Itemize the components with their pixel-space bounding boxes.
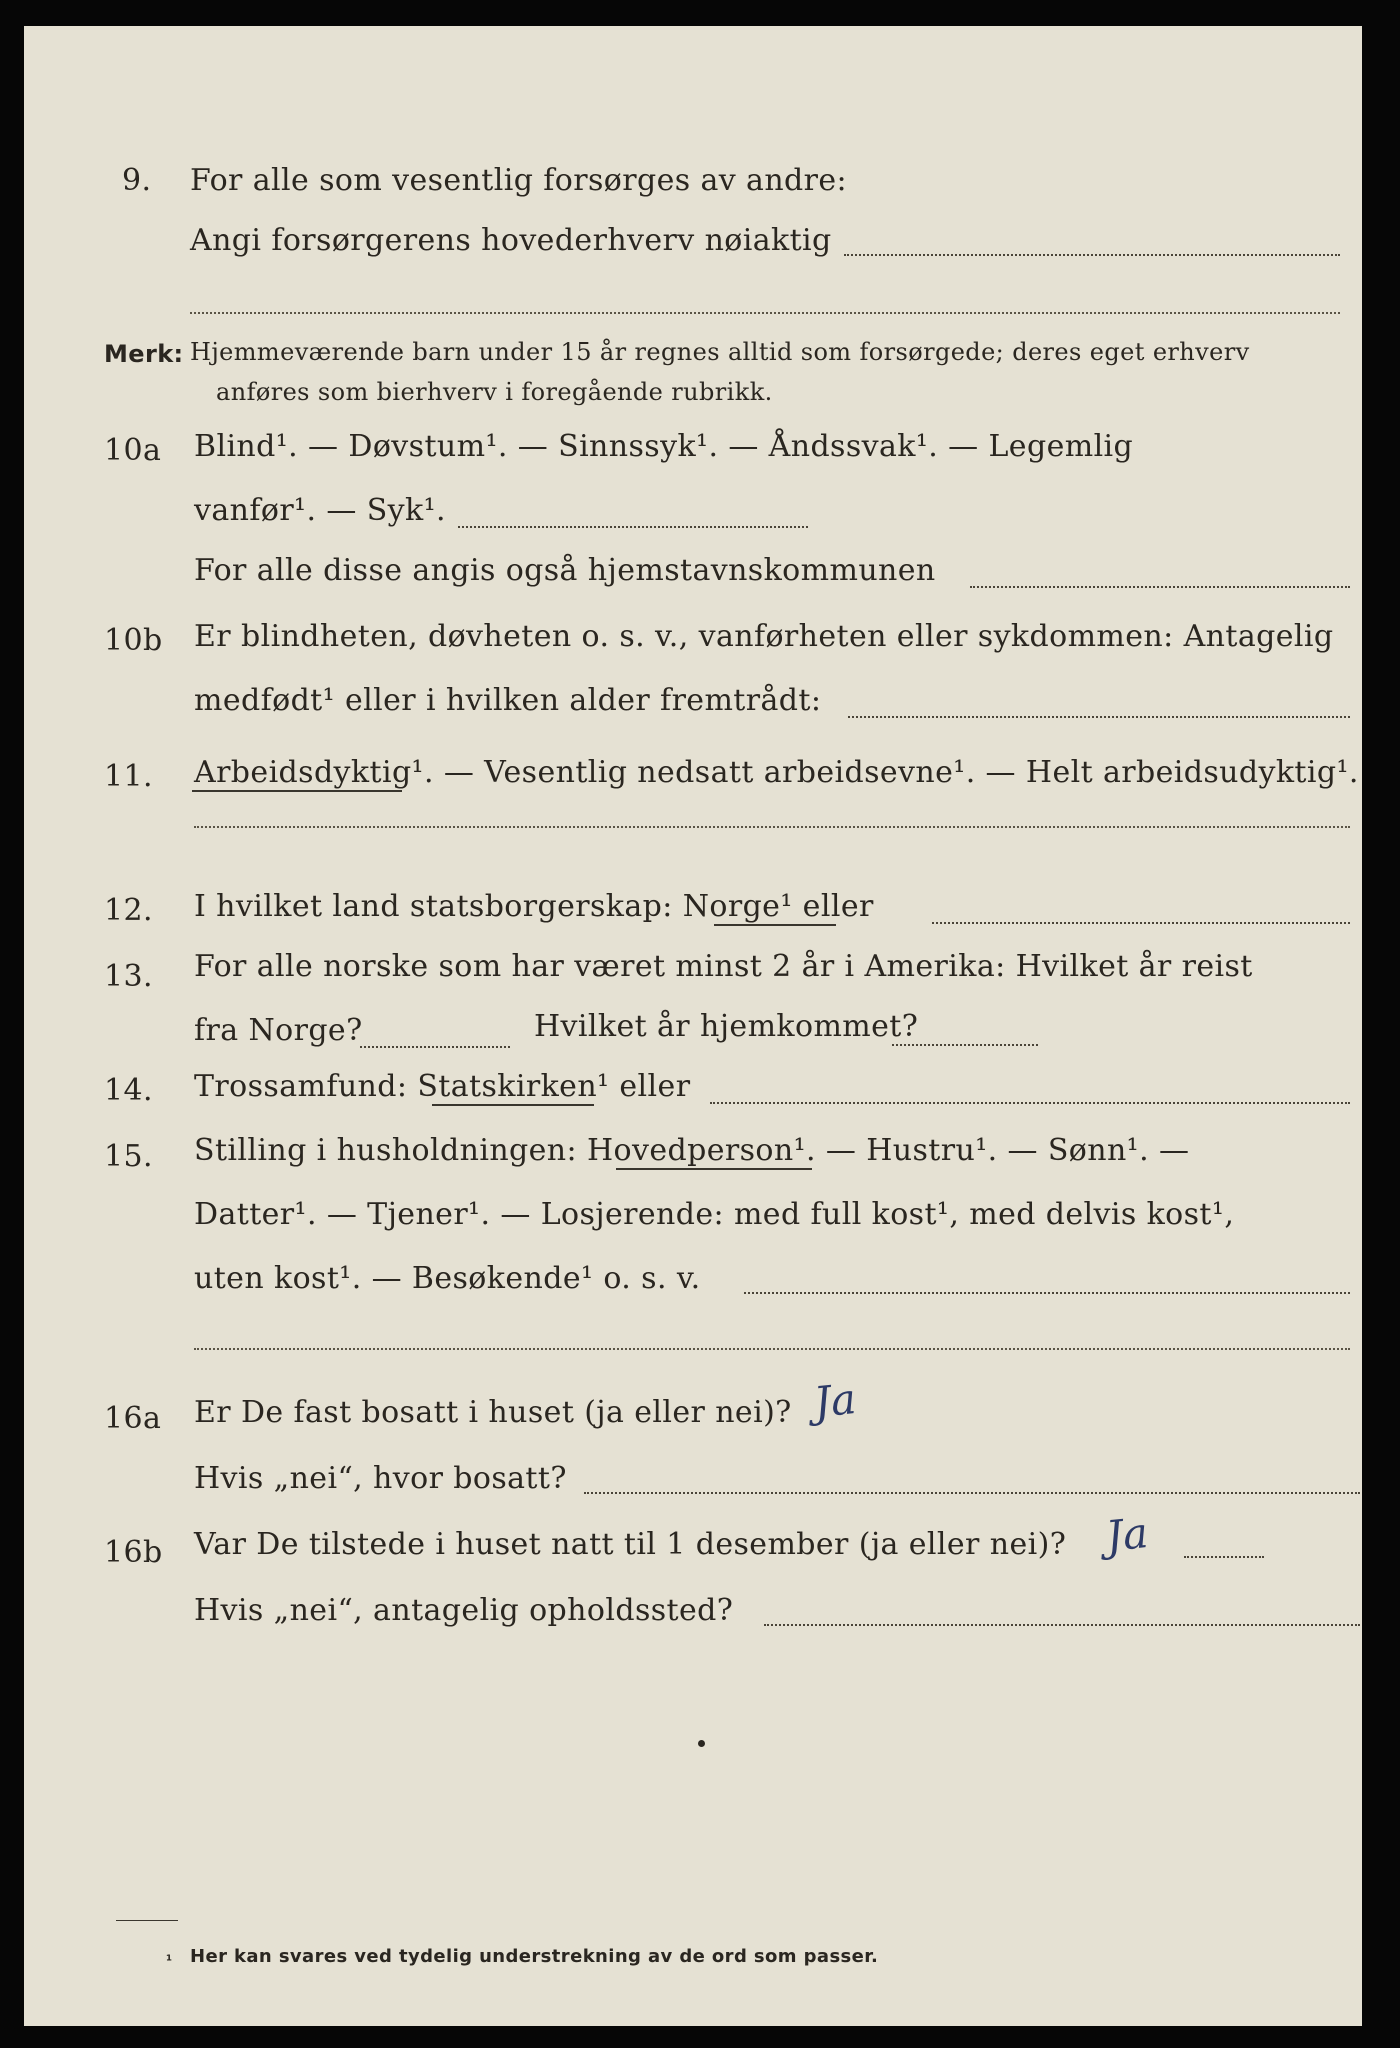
q16a-handwritten-answer[interactable]: Ja (811, 1373, 859, 1428)
q11-underline-arbeidsdyktig (192, 790, 402, 792)
q16a-bosatt-answer-line[interactable] (584, 1492, 1360, 1494)
q15-underline-hovedperson (616, 1168, 812, 1170)
q16a-text-line2: Hvis „nei“, hvor bosatt? (194, 1461, 567, 1496)
q9-answer-line2[interactable] (190, 312, 1340, 314)
q9-text-line1: For alle som vesentlig forsørges av andre: (190, 163, 848, 198)
census-form-page (24, 26, 1362, 2026)
q12-answer-line[interactable] (932, 922, 1350, 924)
q15-answer-line[interactable] (744, 1292, 1350, 1294)
q16b-text-line2: Hvis „nei“, antagelig opholdssted? (194, 1593, 734, 1628)
q11-number: 11. (104, 759, 153, 794)
q13-hjemkommet-answer-line[interactable] (892, 1044, 1038, 1046)
merk-text-line2: anføres som bierhverv i foregående rubrikk. (216, 378, 773, 406)
q15-text-line2: Datter¹. — Tjener¹. — Losjerende: med full kost¹, med delvis kost¹, (194, 1197, 1235, 1232)
q14-text-line1: Trossamfund: Statskirken¹ eller (194, 1069, 691, 1104)
q16b-number: 16b (104, 1535, 163, 1570)
q15-answer-line2[interactable] (194, 1348, 1350, 1350)
q10b-number: 10b (104, 623, 163, 658)
q10a-text-line2: vanfør¹. — Syk¹. (194, 493, 446, 528)
footnote-text: Her kan svares ved tydelig understrekning av de ord som passer. (190, 1946, 879, 1967)
q13-number: 13. (104, 959, 153, 994)
merk-text-line1: Hjemmeværende barn under 15 år regnes alltid som forsørgede; deres eget erhverv (190, 338, 1250, 366)
q12-underline-norge (714, 924, 836, 926)
q13-text-line1: For alle norske som har været minst 2 år i Amerika: Hvilket år reist (194, 949, 1253, 984)
footnote-marker: ¹ (166, 1953, 173, 1969)
q16b-opholdssted-answer-line[interactable] (764, 1624, 1360, 1626)
q10a-text-line1: Blind¹. — Døvstum¹. — Sinnssyk¹. — Åndssvak¹. — Legemlig (194, 429, 1134, 464)
q10a-number: 10a (104, 433, 162, 468)
q14-answer-line[interactable] (710, 1102, 1350, 1104)
q10b-text-line2: medfødt¹ eller i hvilken alder fremtrådt: (194, 683, 822, 718)
q10b-answer-line[interactable] (848, 716, 1350, 718)
q12-text-line1: I hvilket land statsborgerskap: Norge¹ eller (194, 889, 874, 924)
q16a-text-line1: Er De fast bosatt i huset (ja eller nei)? (194, 1395, 792, 1430)
q10a-hjemstavn-answer-line[interactable] (970, 586, 1350, 588)
q10b-text-line1: Er blindheten, døvheten o. s. v., vanførheten eller sykdommen: Antagelig (194, 619, 1334, 654)
q10a-text-line3: For alle disse angis også hjemstavnskommunen (194, 553, 936, 588)
ink-dot (698, 1740, 705, 1747)
q16a-number: 16a (104, 1401, 162, 1436)
q16b-text-line1: Var De tilstede i huset natt til 1 desember (ja eller nei)? (194, 1527, 1067, 1562)
q14-number: 14. (104, 1073, 153, 1108)
q11-answer-line[interactable] (194, 826, 1350, 828)
q16b-answer-line[interactable] (1184, 1556, 1264, 1558)
q15-text-line1: Stilling i husholdningen: Hovedperson¹. — Hustru¹. — Sønn¹. — (194, 1133, 1190, 1168)
q9-answer-line[interactable] (844, 254, 1340, 256)
q13-text-line2a: fra Norge? (194, 1013, 363, 1048)
merk-label: Merk: (104, 340, 184, 368)
q10a-answer-line[interactable] (458, 526, 808, 528)
q14-underline-statskirken (432, 1104, 594, 1106)
footnote-rule (116, 1920, 178, 1921)
q13-reist-answer-line[interactable] (360, 1046, 510, 1048)
q11-text-line1: Arbeidsdyktig¹. — Vesentlig nedsatt arbeidsevne¹. — Helt arbeidsudyktig¹. (194, 755, 1359, 790)
q15-number: 15. (104, 1139, 153, 1174)
q13-text-line2b: Hvilket år hjemkommet? (534, 1009, 919, 1044)
q9-text-line2: Angi forsørgerens hovederhverv nøiaktig (190, 223, 832, 258)
q9-number: 9. (122, 163, 152, 198)
q12-number: 12. (104, 893, 153, 928)
q16b-handwritten-answer[interactable]: Ja (1103, 1507, 1151, 1562)
q15-text-line3: uten kost¹. — Besøkende¹ o. s. v. (194, 1261, 701, 1296)
